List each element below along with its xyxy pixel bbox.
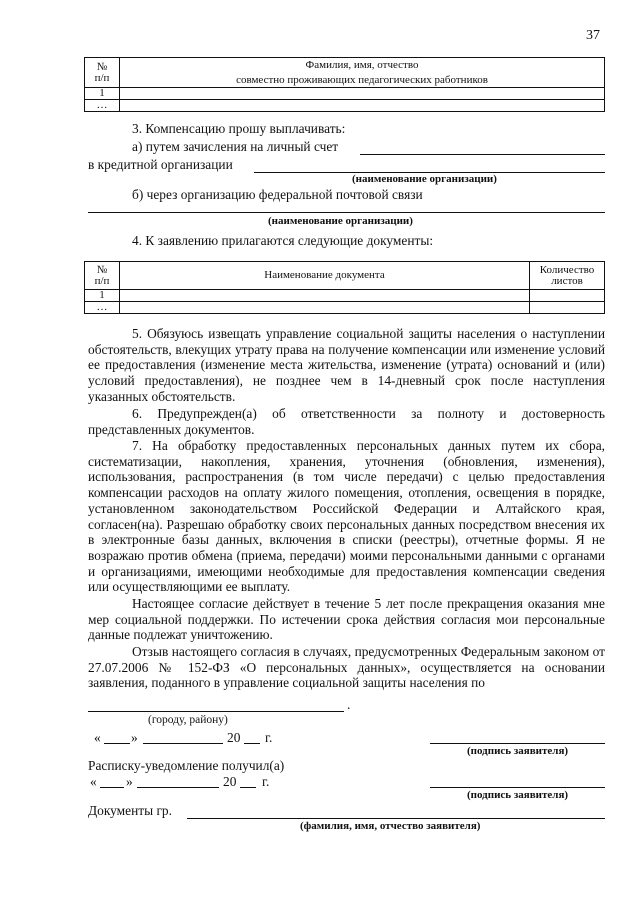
credit-org-label: в кредитной организации (88, 157, 233, 172)
year-line (244, 743, 260, 744)
date-close-quote: » (131, 730, 138, 745)
signature-line (430, 743, 605, 744)
table-header-number: № п/п (85, 262, 120, 290)
cohabitants-table (84, 57, 605, 112)
paragraph-7: 7. На обработку предоставленных персональных данных путем их сбора, систематизации, накопления, хранения, уточнения (обновления, изменения), использования, распространения (в том числе передачи) с целью предоставления компенсации расходов на оплату жилого помещения, отопления, освещения в порядке, установленном законодательством Российской Федерации и Алтайского края, согласен(на). Разрешаю обработку своих персональных данных посредством внесения их в электронные базы данных, включения в списки (реестры), отчетные формы. Я не возражаю против обмена (приема, передачи) моими персональными данными с органами и организациями, имеющими необходимые для предоставления компенсации сведения или осуществляющими ее выплату. (88, 438, 605, 595)
table-cell (530, 302, 605, 314)
table-header-document-name: Наименование документа (120, 262, 530, 290)
table-cell (120, 302, 530, 314)
documents-table (84, 261, 605, 314)
city-caption: (городу, району) (148, 714, 228, 726)
date-open-quote: « (94, 730, 101, 745)
table-header-fio-line2: совместно проживающих педагогических работников (236, 73, 488, 86)
receipt-year-prefix: 20 (223, 774, 237, 789)
page-number: 37 (586, 28, 600, 43)
day-line (104, 743, 130, 744)
section4-title: 4. К заявлению прилагаются следующие документы: (132, 233, 434, 248)
year-suffix: г. (265, 730, 273, 745)
table-row-number: … (85, 100, 120, 112)
receipt-signature-caption: (подпись заявителя) (467, 789, 569, 801)
fio-caption: (фамилия, имя, отчество заявителя) (300, 820, 481, 832)
table-header-sheet-count: Количество листов (530, 262, 605, 290)
receipt-year-line (240, 787, 256, 788)
receipt-date-open-quote: « (90, 774, 97, 789)
section3-title: 3. Компенсацию прошу выплачивать: (132, 121, 346, 136)
account-line (360, 154, 605, 155)
month-line (143, 743, 223, 744)
table-header-fio (120, 58, 605, 88)
personal-account-label: а) путем зачисления на личный счет (132, 139, 339, 154)
post-office-line (88, 212, 605, 213)
paragraph-9: Отзыв настоящего согласия в случаях, предусмотренных Федеральным законом от 27.07.2006 № 152-ФЗ «О персональных данных», осуществляется на основании заявления, поданного в управление социальной защиты населения по (88, 644, 605, 691)
table-row-number: … (85, 302, 120, 314)
city-period: . (347, 697, 351, 712)
post-office-label: б) через организацию федеральной почтовой связи (132, 187, 423, 202)
fio-line (187, 818, 605, 819)
table-row-number: 1 (85, 88, 120, 100)
paragraph-5: 5. Обязуюсь извещать управление социальной защиты населения о наступлении обстоятельств, влекущих утрату права на получение компенсации или изменение условий ее предоставления (изменение места жительства, изменение (утрата) оснований и (или) условий предоставления), не позднее чем в 14-дневный срок после наступления указанных обстоятельств. (88, 326, 605, 404)
paragraph-8: Настоящее согласие действует в течение 5 лет после прекращения оказания мне мер социальной поддержки. По истечении срока действия согласия мои персональные данные подлежат уничтожению. (88, 596, 605, 643)
table-cell (120, 290, 530, 302)
year-prefix: 20 (227, 730, 241, 745)
receipt-date-close-quote: » (126, 774, 133, 789)
table-row-number: 1 (85, 290, 120, 302)
paragraph-6: 6. Предупрежден(а) об ответственности за полноту и достоверность представленных документов. (88, 406, 605, 437)
receipt-label: Расписку-уведомление получил(а) (88, 758, 285, 773)
city-line (88, 711, 344, 712)
signature-caption: (подпись заявителя) (467, 745, 569, 757)
org-name-caption: (наименование организации) (352, 173, 497, 185)
table-header-fio-line1: Фамилия, имя, отчество (305, 58, 419, 71)
table-cell (120, 88, 605, 100)
receipt-month-line (137, 787, 219, 788)
org-name-caption-2: (наименование организации) (268, 215, 413, 227)
receipt-signature-line (430, 787, 605, 788)
receipt-year-suffix: г. (262, 774, 270, 789)
receipt-day-line (100, 787, 124, 788)
table-cell (120, 100, 605, 112)
table-header-number: № п/п (85, 58, 120, 88)
table-cell (530, 290, 605, 302)
documents-label: Документы гр. (88, 803, 172, 818)
